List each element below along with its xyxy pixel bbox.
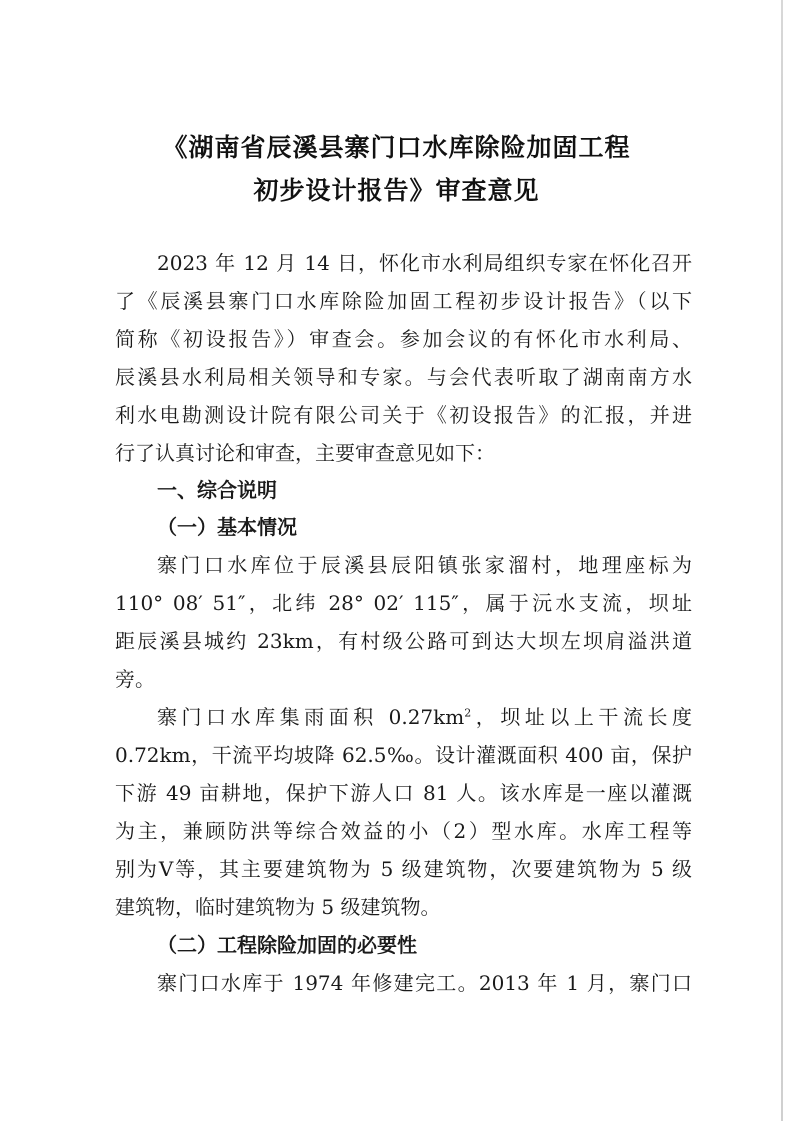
paragraph-1-line: 简称《初设报告》）审查会。参加会议的有怀化市水利局、 [115,327,692,351]
paragraph-3-line: 下游 49 亩耕地，保护下游人口 81 人。该水库是一座以灌溉 [115,781,692,805]
document-title-line-2: 初步设计报告》审查意见 [253,176,540,205]
paragraph-1-line: 行了认真讨论和审查，主要审查意见如下： [115,441,495,465]
paragraph-2-line: 旁。 [115,667,155,691]
paragraph-3-line: 为主，兼顾防洪等综合效益的小（2）型水库。水库工程等 [115,819,692,843]
subsection-heading: （一）基本情况 [157,515,297,539]
paragraph-1-line: 辰溪县水利局相关领导和专家。与会代表听取了湖南南方水 [115,365,692,389]
paragraph-2-line: 距辰溪县城约 23km，有村级公路可到达大坝左坝肩溢洪道 [115,629,692,653]
paragraph-4-line: 寨门口水库于 1974 年修建完工。2013 年 1 月，寨门口 [157,971,692,995]
paragraph-2-line: 110° 08′ 51″，北纬 28° 02′ 115″，属于沅水支流，坝址 [115,591,692,615]
paragraph-3-line: 0.72km，干流平均坡降 62.5‰。设计灌溉面积 400 亩，保护 [115,743,692,767]
scan-edge-line [781,0,783,1121]
section-heading: 一、综合说明 [157,478,277,502]
superscript-exponent: 2 [464,706,472,720]
paragraph-2-line: 寨门口水库位于辰溪县辰阳镇张家溜村，地理座标为 [157,553,692,577]
paragraph-3-line-text: ，坝址以上干流长度 [471,705,692,729]
paragraph-1-line: 2023 年 12 月 14 日，怀化市水利局组织专家在怀化召开 [157,251,692,275]
paragraph-1-line: 利水电勘测设计院有限公司关于《初设报告》的汇报，并进 [115,403,692,427]
paragraph-3-line-text: 寨门口水库集雨面积 0.27km [157,705,465,729]
paragraph-3-line: 别为Ⅴ等，其主要建筑物为 5 级建筑物，次要建筑物为 5 级 [115,857,692,881]
paragraph-3-line [115,699,692,735]
paragraph-3-line: 建筑物，临时建筑物为 5 级建筑物。 [115,895,441,919]
subsection-heading: （二）工程除险加固的必要性 [157,933,417,957]
document-title-line-1: 《湖南省辰溪县寨门口水库除险加固工程 [162,133,631,162]
paragraph-1-line: 了《辰溪县寨门口水库除险加固工程初步设计报告》（以下 [115,289,692,313]
